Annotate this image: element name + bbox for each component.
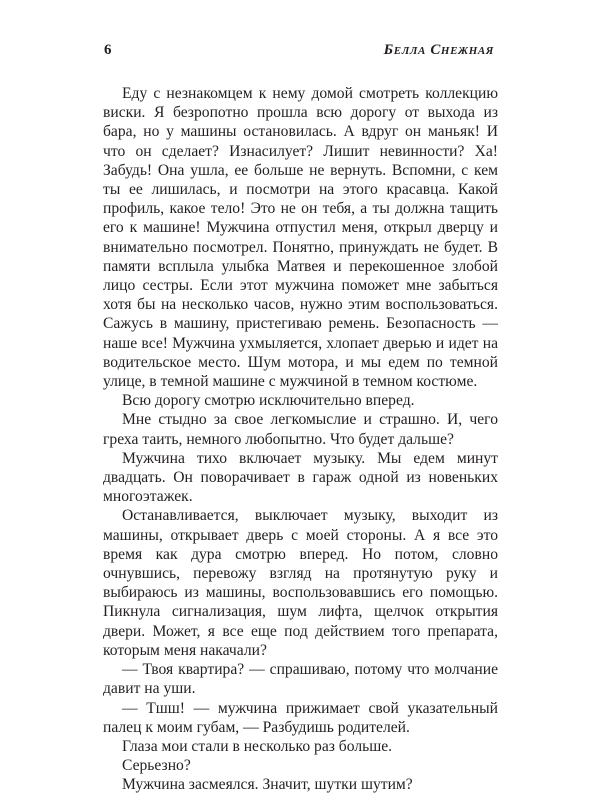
paragraph: — Тшш! — мужчина прижимает свой указательный палец к моим губам, — Разбудишь родителей. [103, 699, 498, 736]
page-number: 6 [104, 42, 112, 58]
paragraph: Мужчина тихо включает музыку. Мы едем минут двадцать. Он поворачивает в гараж одной из новеньких многоэтажек. [103, 449, 498, 506]
paragraph: Всю дорогу смотрю исключительно вперед. [122, 392, 415, 410]
paragraph: — Твоя квартира? — спрашиваю, потому что молчание давит на уши. [103, 661, 498, 698]
paragraph: Еду с незнакомцем к нему домой смотреть коллекцию виски. Я безропотно прошла всю дорогу от выхода из бара, но у машины остановилась. А вдруг он маньяк! И что он сделает? Изнасилует? Лишит невинности? Ха! Забудь! Она ушла, ее больше не вернуть. Вспомни, с кем ты ее лишилась, и посмотри на этого красавца. Какой профиль, какое тело! Это не он тебя, а ты должна тащить его к машине! Мужчина отпустил меня, открыл дверцу и внимательно посмотрел. Понятно, принуждать не будет. В памяти всплыла улыбка Матвея и перекошенное злобой лицо сестры. Если этот мужчина поможет мне забыться хотя бы на несколько часов, нужно этим воспользоваться. Сажусь в машину, пристегиваю ремень. Безопасность — наше все! Мужчина ухмыляется, хлопает дверью и идет на водительское место. Шум мотора, и мы едем по темной улице, в темной машине с мужчиной в темном костюме. [103, 85, 498, 391]
paragraph: Серьезно? [122, 757, 191, 775]
paragraph: Мужчина засмеялся. Значит, шутки шутим? [122, 776, 413, 794]
paragraph: Останавливается, выключает музыку, выходит из машины, открывает дверь с моей стороны. А я все это время как дура смотрю вперед. Но потом, словно очнувшись, перевожу взгляд на протянутую руку и выбираюсь из машины, воспользовавшись его помощью. Пикнула сигнализация, шум лифта, щелчок открытия двери. Может, я все еще под действием того препарата, которым меня накачали? [103, 507, 498, 659]
page-header [104, 42, 494, 64]
paragraph: Глаза мои стали в несколько раз больше. [122, 737, 393, 755]
running-head-author: Белла Снежная [383, 42, 494, 58]
paragraph: Мне стыдно за свое легкомыслие и страшно. И, чего греха таить, немного любопытно. Что будет дальше? [103, 411, 498, 448]
body-text [103, 84, 498, 795]
